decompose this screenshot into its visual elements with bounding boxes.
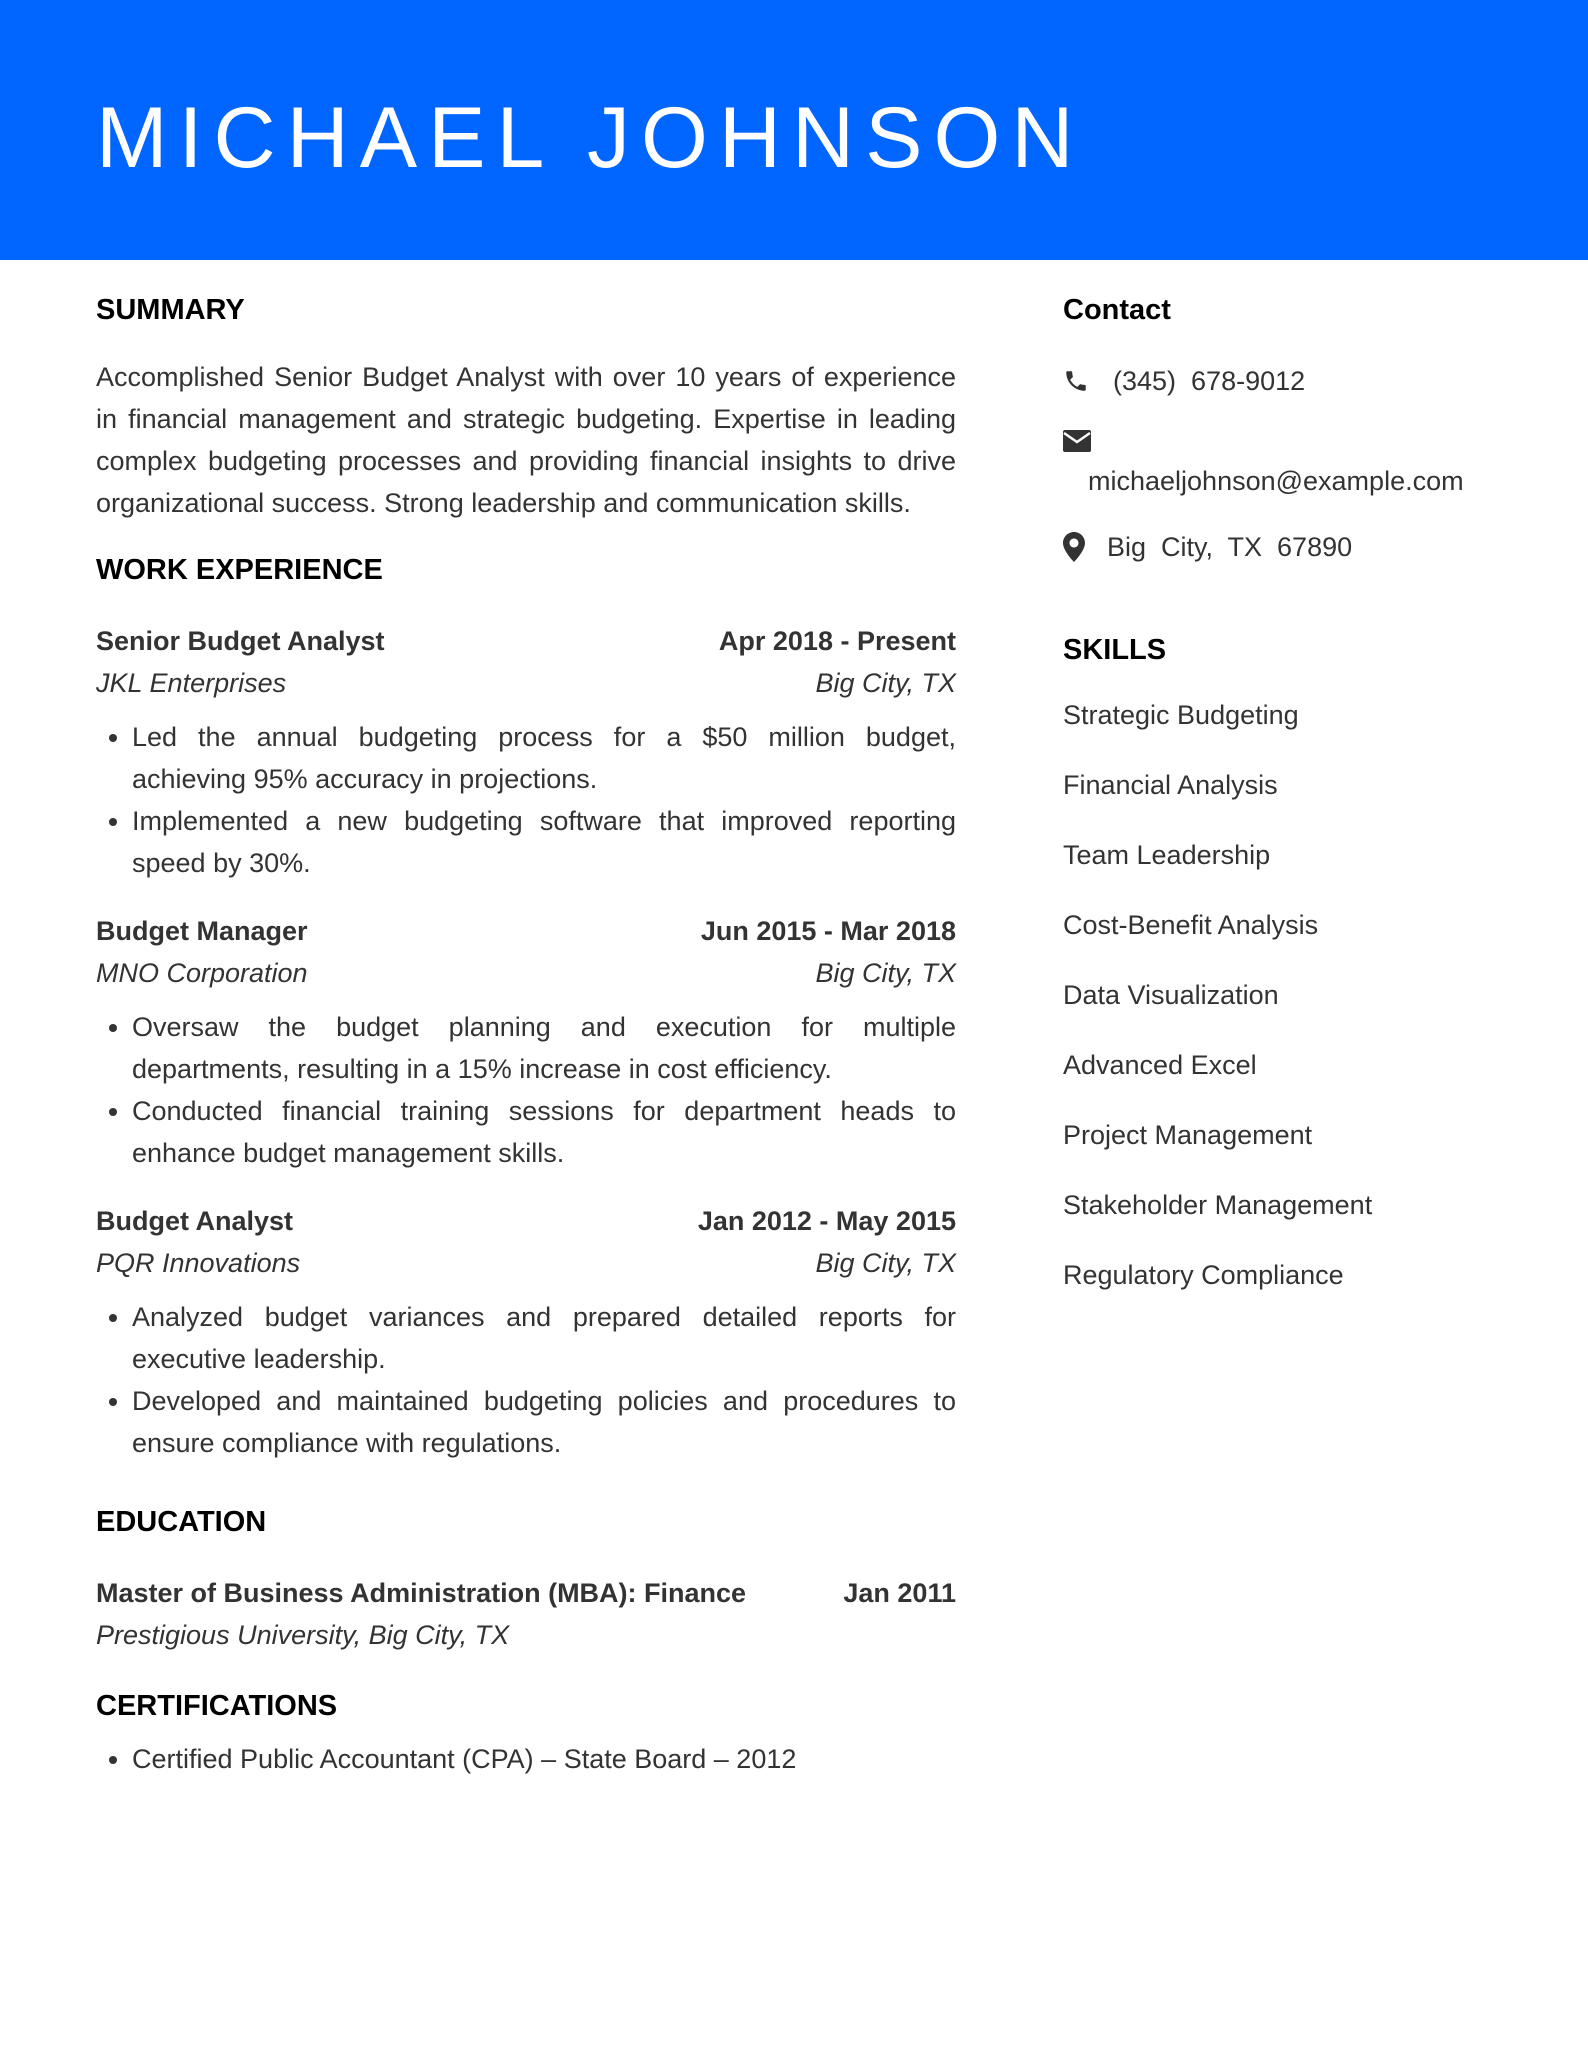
skill-item: Strategic Budgeting (1063, 700, 1299, 730)
job-bullet: • Oversaw the budget planning and execution for multiple departments, resulting in a 15% increase in cost efficiency. (132, 1006, 956, 1090)
job-location: Big City, TX (815, 1248, 956, 1278)
job-bullets (96, 1296, 956, 1464)
job-bullet: • Led the annual budgeting process for a $50 million budget, achieving 95% accuracy in projections. (132, 716, 956, 800)
job-bullet: • Conducted financial training sessions for department heads to enhance budget management skills. (132, 1090, 956, 1174)
header-banner (0, 0, 1588, 260)
degree: Master of Business Administration (MBA): Finance (96, 1578, 747, 1608)
job-bullet: • Developed and maintained budgeting policies and procedures to ensure compliance with regulations. (132, 1380, 956, 1464)
contact-location (1063, 526, 1513, 568)
job-company: JKL Enterprises (96, 668, 287, 698)
phone-number[interactable]: (345) 678-9012 (1113, 366, 1306, 396)
skill-item: Data Visualization (1063, 980, 1279, 1010)
location-text: Big City, TX 67890 (1107, 532, 1353, 562)
certifications-list (96, 1738, 956, 1780)
email-address[interactable]: michaeljohnson@example.com (1088, 466, 1464, 496)
job-title: Budget Manager (96, 916, 308, 946)
contact-heading: Contact (1063, 294, 1171, 326)
degree-date: Jan 2011 (843, 1578, 956, 1608)
job-bullets (96, 716, 956, 884)
skill-item: Project Management (1063, 1120, 1313, 1150)
job-bullet: • Implemented a new budgeting software that improved reporting speed by 30%. (132, 800, 956, 884)
work-experience-heading: WORK EXPERIENCE (96, 554, 383, 586)
side-column (1063, 290, 1513, 1296)
job-location: Big City, TX (815, 668, 956, 698)
job-dates: Apr 2018 - Present (718, 626, 956, 656)
certification-item: • Certified Public Accountant (CPA) – State Board – 2012 (132, 1738, 956, 1780)
job-location: Big City, TX (815, 958, 956, 988)
certifications-heading: CERTIFICATIONS (96, 1690, 338, 1722)
job-entry (96, 1200, 956, 1464)
skill-item: Regulatory Compliance (1063, 1260, 1344, 1290)
skills-list (1063, 694, 1513, 1296)
summary-text: Accomplished Senior Budget Analyst with over 10 years of experience in financial management and strategic budgeting. Expertise in leading complex budgeting processes and providing financial insights to drive organizational success. Strong leadership and communication skills. (96, 362, 956, 518)
phone-icon (1063, 360, 1091, 402)
contact-phone (1063, 360, 1513, 402)
skill-item: Advanced Excel (1063, 1050, 1257, 1080)
skill-item: Stakeholder Management (1063, 1190, 1373, 1220)
skills-heading: SKILLS (1063, 634, 1167, 666)
envelope-icon (1063, 426, 1091, 456)
job-title: Budget Analyst (96, 1206, 294, 1236)
summary-heading: SUMMARY (96, 294, 245, 326)
map-pin-icon (1063, 526, 1091, 568)
job-bullets (96, 1006, 956, 1174)
school: Prestigious University, Big City, TX (96, 1620, 510, 1650)
job-company: MNO Corporation (96, 958, 308, 988)
contact-email (1063, 426, 1513, 502)
job-entry (96, 620, 956, 884)
job-entry (96, 910, 956, 1174)
skill-item: Cost-Benefit Analysis (1063, 910, 1319, 940)
education-entry (96, 1572, 956, 1656)
main-column (96, 290, 956, 1780)
skill-item: Team Leadership (1063, 840, 1271, 870)
job-dates: Jun 2015 - Mar 2018 (700, 916, 956, 946)
job-bullet: • Analyzed budget variances and prepared detailed reports for executive leadership. (132, 1296, 956, 1380)
job-dates: Jan 2012 - May 2015 (697, 1206, 956, 1236)
candidate-name: MICHAEL JOHNSON (96, 90, 1085, 186)
job-title: Senior Budget Analyst (96, 626, 385, 656)
skill-item: Financial Analysis (1063, 770, 1278, 800)
education-heading: EDUCATION (96, 1506, 267, 1538)
job-company: PQR Innovations (96, 1248, 301, 1278)
